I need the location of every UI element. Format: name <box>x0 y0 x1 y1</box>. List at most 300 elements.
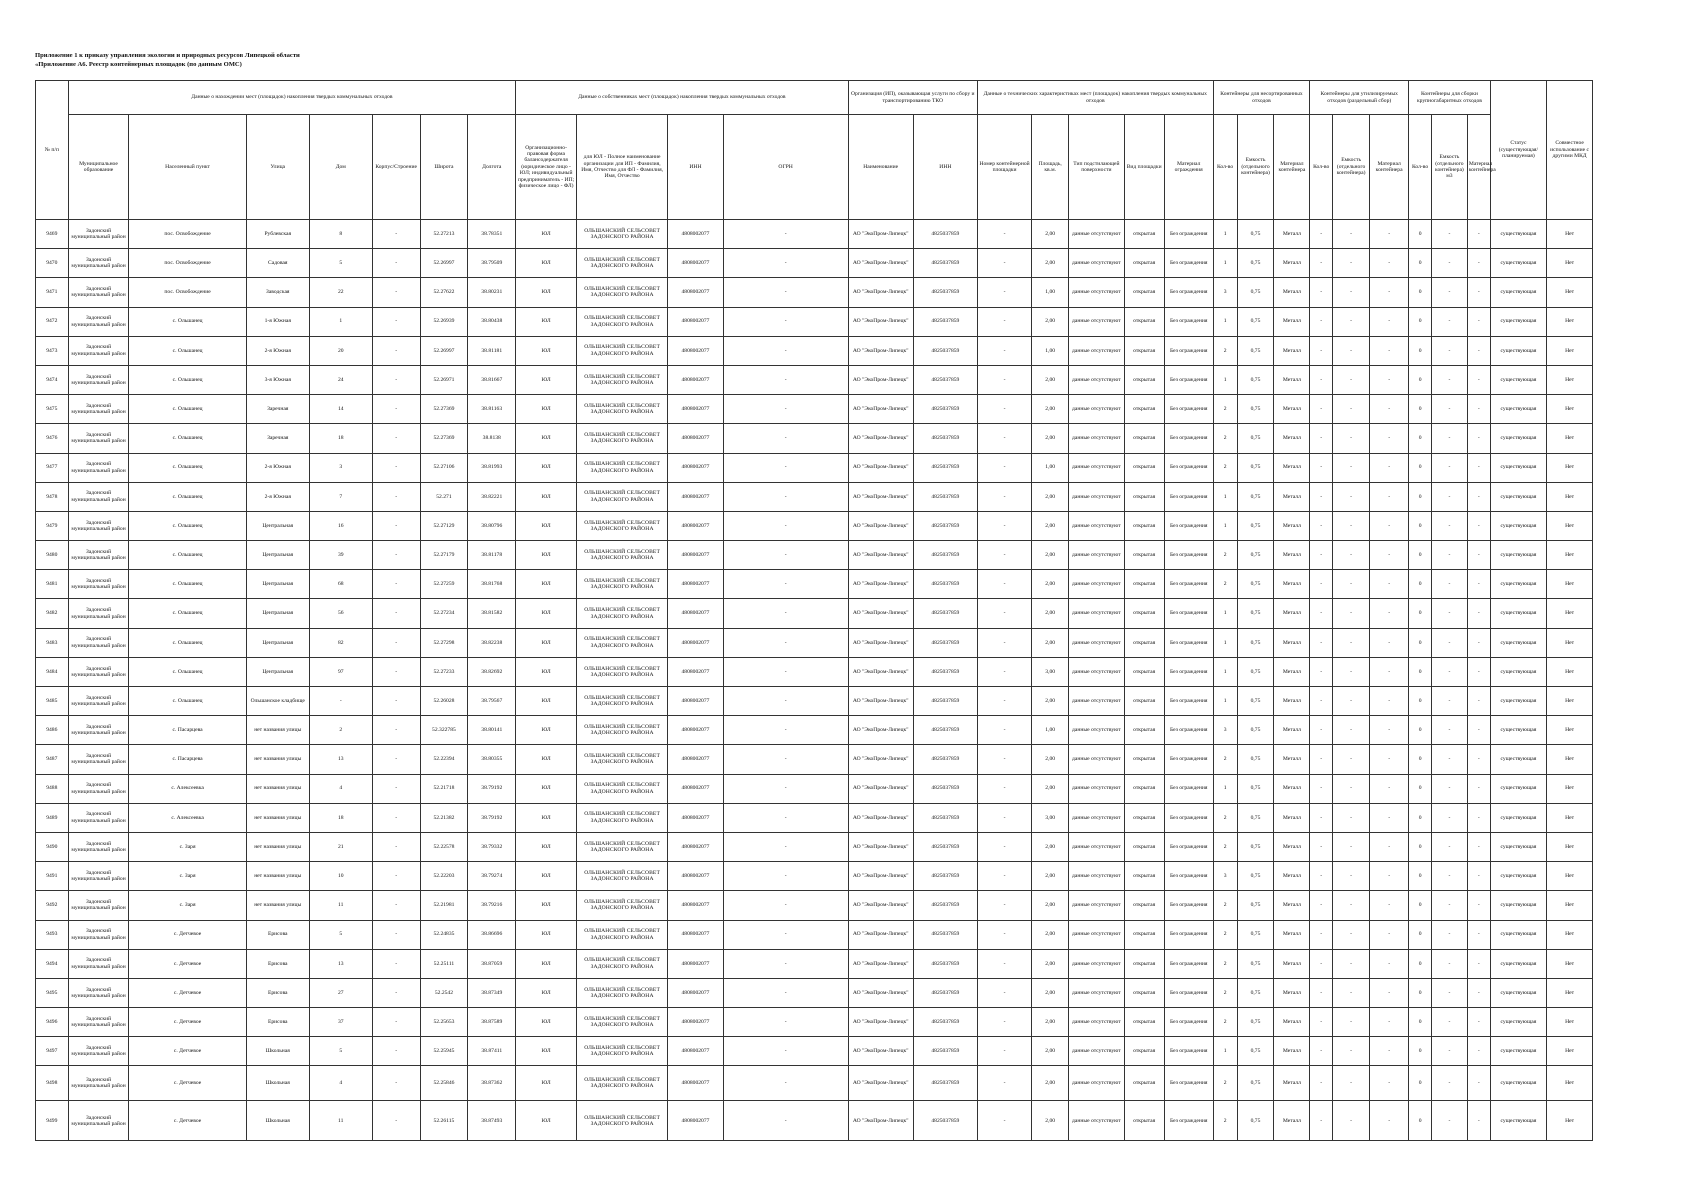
row-number-cell: 9484 <box>36 657 69 686</box>
owner-name-cell: ОЛЬШАНСКИЙ СЕЛЬСОВЕТ ЗАДОНСКОГО РАЙОНА <box>577 1066 668 1101</box>
fence-cell: Без ограждения <box>1164 599 1213 628</box>
qty1-cell: 1 <box>1213 307 1237 336</box>
mat1-cell: Металл <box>1274 570 1310 599</box>
col-mat2-header: Материал контейнера <box>1370 115 1409 220</box>
qty3-cell: 0 <box>1409 541 1432 570</box>
group-location-header: Данные о нахождении мест (площадок) накопления твердых коммунальных отходов <box>68 81 516 115</box>
inn-cell: 4808002077 <box>668 1008 723 1037</box>
latitude-cell: 52.27106 <box>420 453 468 482</box>
street-cell: нет названия улицы <box>246 745 309 774</box>
ogrn-cell: - <box>723 774 848 803</box>
surface-cell: данные отсутствуют <box>1069 920 1124 949</box>
fence-cell: Без ограждения <box>1164 1066 1213 1101</box>
inn-cell: 4808002077 <box>668 395 723 424</box>
qty3-cell: 0 <box>1409 249 1432 278</box>
site-type-cell: открытая <box>1124 628 1164 657</box>
table-row <box>36 453 1593 482</box>
inn-cell: 4808002077 <box>668 862 723 891</box>
cap2-cell: - <box>1333 599 1370 628</box>
mat2-cell: - <box>1370 716 1409 745</box>
col-qty1-header: Кол-во <box>1213 115 1237 220</box>
area-cell: 2,00 <box>1032 307 1069 336</box>
owner-name-cell: ОЛЬШАНСКИЙ СЕЛЬСОВЕТ ЗАДОНСКОГО РАЙОНА <box>577 657 668 686</box>
house-cell: 39 <box>309 541 372 570</box>
cap3-cell: - <box>1432 511 1468 540</box>
cap3-cell: - <box>1432 541 1468 570</box>
area-cell: 1,00 <box>1032 336 1069 365</box>
legal-form-cell: ЮЛ <box>516 482 577 511</box>
qty3-cell: 0 <box>1409 511 1432 540</box>
mat2-cell: - <box>1370 862 1409 891</box>
row-number-cell: 9469 <box>36 220 69 249</box>
latitude-cell: 52.2542 <box>420 978 468 1007</box>
site-number-cell: - <box>977 570 1031 599</box>
owner-name-cell: ОЛЬШАНСКИЙ СЕЛЬСОВЕТ ЗАДОНСКОГО РАЙОНА <box>577 891 668 920</box>
site-type-cell: открытая <box>1124 1037 1164 1066</box>
shared-cell: Нет <box>1547 803 1593 832</box>
row-number-cell: 9498 <box>36 1066 69 1101</box>
settlement-cell: с. Детчевое <box>129 1008 246 1037</box>
street-cell: нет названия улицы <box>246 891 309 920</box>
site-type-cell: открытая <box>1124 453 1164 482</box>
latitude-cell: 52.26971 <box>420 365 468 394</box>
status-cell: существующая <box>1490 891 1546 920</box>
street-cell: 2-я Южная <box>246 336 309 365</box>
qty3-cell: 0 <box>1409 920 1432 949</box>
operator-inn-cell: 4825037859 <box>913 687 977 716</box>
settlement-cell: с. Ольшанец <box>129 511 246 540</box>
surface-cell: данные отсутствуют <box>1069 278 1124 307</box>
mat1-cell: Металл <box>1274 891 1310 920</box>
house-cell: 2 <box>309 716 372 745</box>
mat3-cell: - <box>1467 1008 1490 1037</box>
mat1-cell: Металл <box>1274 278 1310 307</box>
legal-form-cell: ЮЛ <box>516 1008 577 1037</box>
cap3-cell: - <box>1432 803 1468 832</box>
qty3-cell: 0 <box>1409 862 1432 891</box>
table-row <box>36 1037 1593 1066</box>
qty2-cell: - <box>1310 803 1333 832</box>
house-cell: 5 <box>309 920 372 949</box>
municipality-cell: Задонский муниципальный район <box>68 891 129 920</box>
table-row <box>36 249 1593 278</box>
legal-form-cell: ЮЛ <box>516 220 577 249</box>
qty1-cell: 1 <box>1213 249 1237 278</box>
fence-cell: Без ограждения <box>1164 249 1213 278</box>
owner-name-cell: ОЛЬШАНСКИЙ СЕЛЬСОВЕТ ЗАДОНСКОГО РАЙОНА <box>577 628 668 657</box>
site-type-cell: открытая <box>1124 891 1164 920</box>
ogrn-cell: - <box>723 599 848 628</box>
group-unsorted-containers-header: Контейнеры для несортированных отходов <box>1213 81 1310 115</box>
house-cell: 37 <box>309 1008 372 1037</box>
operator-name-cell: АО "ЭкоПром-Липецк" <box>848 220 913 249</box>
inn-cell: 4808002077 <box>668 1066 723 1101</box>
table-row <box>36 949 1593 978</box>
operator-inn-cell: 4825037859 <box>913 1037 977 1066</box>
ogrn-cell: - <box>723 920 848 949</box>
longitude-cell: 38.79192 <box>468 803 516 832</box>
col-settlement-header: Населенный пункт <box>129 115 246 220</box>
operator-inn-cell: 4825037859 <box>913 599 977 628</box>
owner-name-cell: ОЛЬШАНСКИЙ СЕЛЬСОВЕТ ЗАДОНСКОГО РАЙОНА <box>577 541 668 570</box>
fence-cell: Без ограждения <box>1164 862 1213 891</box>
municipality-cell: Задонский муниципальный район <box>68 511 129 540</box>
cap3-cell: - <box>1432 628 1468 657</box>
cap1-cell: 0,75 <box>1237 424 1274 453</box>
col-fence-header: Материал ограждения <box>1164 115 1213 220</box>
inn-cell: 4808002077 <box>668 336 723 365</box>
area-cell: 1,00 <box>1032 278 1069 307</box>
cap2-cell: - <box>1333 862 1370 891</box>
mat2-cell: - <box>1370 278 1409 307</box>
qty3-cell: 0 <box>1409 453 1432 482</box>
table-row <box>36 1101 1593 1141</box>
col-cap2-header: Емкость (отдельного контейнера) <box>1333 115 1370 220</box>
site-number-cell: - <box>977 978 1031 1007</box>
municipality-cell: Задонский муниципальный район <box>68 336 129 365</box>
mat3-cell: - <box>1467 249 1490 278</box>
table-row <box>36 307 1593 336</box>
table-row <box>36 278 1593 307</box>
site-number-cell: - <box>977 949 1031 978</box>
shared-cell: Нет <box>1547 541 1593 570</box>
cap3-cell: - <box>1432 1066 1468 1101</box>
latitude-cell: 52.21718 <box>420 774 468 803</box>
ogrn-cell: - <box>723 803 848 832</box>
qty2-cell: - <box>1310 1066 1333 1101</box>
municipality-cell: Задонский муниципальный район <box>68 453 129 482</box>
shared-cell: Нет <box>1547 278 1593 307</box>
site-type-cell: открытая <box>1124 862 1164 891</box>
inn-cell: 4808002077 <box>668 278 723 307</box>
building-cell: - <box>372 365 420 394</box>
mat1-cell: Металл <box>1274 949 1310 978</box>
latitude-cell: 52.27259 <box>420 570 468 599</box>
ogrn-cell: - <box>723 1037 848 1066</box>
cap1-cell: 0,75 <box>1237 1066 1274 1101</box>
fence-cell: Без ограждения <box>1164 511 1213 540</box>
latitude-cell: 52.22578 <box>420 832 468 861</box>
qty2-cell: - <box>1310 278 1333 307</box>
building-cell: - <box>372 628 420 657</box>
legal-form-cell: ЮЛ <box>516 249 577 278</box>
status-cell: существующая <box>1490 920 1546 949</box>
municipality-cell: Задонский муниципальный район <box>68 395 129 424</box>
row-number-cell: 9475 <box>36 395 69 424</box>
shared-cell: Нет <box>1547 365 1593 394</box>
cap3-cell: - <box>1432 1101 1468 1141</box>
municipality-cell: Задонский муниципальный район <box>68 1066 129 1101</box>
operator-name-cell: АО "ЭкоПром-Липецк" <box>848 628 913 657</box>
site-type-cell: открытая <box>1124 920 1164 949</box>
mat1-cell: Металл <box>1274 628 1310 657</box>
row-number-cell: 9471 <box>36 278 69 307</box>
table-row <box>36 424 1593 453</box>
qty2-cell: - <box>1310 949 1333 978</box>
area-cell: 2,00 <box>1032 570 1069 599</box>
col-legal-form-header: Организационно-правовая форма балансодержателя (юридическое лицо - ЮЛ; индивидуальный предприниматель - ИП; физическое лицо - ФЛ) <box>516 115 577 220</box>
fence-cell: Без ограждения <box>1164 628 1213 657</box>
cap2-cell: - <box>1333 278 1370 307</box>
qty2-cell: - <box>1310 570 1333 599</box>
area-cell: 1,00 <box>1032 716 1069 745</box>
owner-name-cell: ОЛЬШАНСКИЙ СЕЛЬСОВЕТ ЗАДОНСКОГО РАЙОНА <box>577 249 668 278</box>
cap1-cell: 0,75 <box>1237 628 1274 657</box>
mat3-cell: - <box>1467 949 1490 978</box>
latitude-cell: 52.25945 <box>420 1037 468 1066</box>
mat3-cell: - <box>1467 482 1490 511</box>
cap1-cell: 0,75 <box>1237 599 1274 628</box>
operator-name-cell: АО "ЭкоПром-Липецк" <box>848 949 913 978</box>
building-cell: - <box>372 424 420 453</box>
fence-cell: Без ограждения <box>1164 336 1213 365</box>
municipality-cell: Задонский муниципальный район <box>68 949 129 978</box>
qty3-cell: 0 <box>1409 336 1432 365</box>
status-cell: существующая <box>1490 307 1546 336</box>
fence-cell: Без ограждения <box>1164 832 1213 861</box>
status-cell: существующая <box>1490 570 1546 599</box>
cap3-cell: - <box>1432 1037 1468 1066</box>
surface-cell: данные отсутствуют <box>1069 395 1124 424</box>
row-number-cell: 9477 <box>36 453 69 482</box>
qty1-cell: 3 <box>1213 278 1237 307</box>
street-cell: Ерисова <box>246 1008 309 1037</box>
municipality-cell: Задонский муниципальный район <box>68 365 129 394</box>
ogrn-cell: - <box>723 1066 848 1101</box>
mat2-cell: - <box>1370 453 1409 482</box>
mat3-cell: - <box>1467 511 1490 540</box>
mat1-cell: Металл <box>1274 1101 1310 1141</box>
building-cell: - <box>372 657 420 686</box>
mat1-cell: Металл <box>1274 307 1310 336</box>
legal-form-cell: ЮЛ <box>516 687 577 716</box>
owner-name-cell: ОЛЬШАНСКИЙ СЕЛЬСОВЕТ ЗАДОНСКОГО РАЙОНА <box>577 1008 668 1037</box>
legal-form-cell: ЮЛ <box>516 774 577 803</box>
qty2-cell: - <box>1310 891 1333 920</box>
municipality-cell: Задонский муниципальный район <box>68 1037 129 1066</box>
col-surface-header: Тип подстилающей поверхности <box>1069 115 1124 220</box>
settlement-cell: с. Пасарцева <box>129 745 246 774</box>
site-type-cell: открытая <box>1124 249 1164 278</box>
street-cell: Центральная <box>246 570 309 599</box>
shared-cell: Нет <box>1547 657 1593 686</box>
longitude-cell: 38.87362 <box>468 1066 516 1101</box>
shared-cell: Нет <box>1547 745 1593 774</box>
operator-inn-cell: 4825037859 <box>913 307 977 336</box>
house-cell: 21 <box>309 832 372 861</box>
owner-name-cell: ОЛЬШАНСКИЙ СЕЛЬСОВЕТ ЗАДОНСКОГО РАЙОНА <box>577 803 668 832</box>
street-cell: Школьная <box>246 1037 309 1066</box>
mat1-cell: Металл <box>1274 657 1310 686</box>
municipality-cell: Задонский муниципальный район <box>68 278 129 307</box>
surface-cell: данные отсутствуют <box>1069 745 1124 774</box>
mat2-cell: - <box>1370 687 1409 716</box>
ogrn-cell: - <box>723 570 848 599</box>
cap2-cell: - <box>1333 307 1370 336</box>
inn-cell: 4808002077 <box>668 657 723 686</box>
cap1-cell: 0,75 <box>1237 336 1274 365</box>
street-cell: нет названия улицы <box>246 803 309 832</box>
fence-cell: Без ограждения <box>1164 1008 1213 1037</box>
building-cell: - <box>372 541 420 570</box>
latitude-cell: 52.21382 <box>420 803 468 832</box>
fence-cell: Без ограждения <box>1164 424 1213 453</box>
mat2-cell: - <box>1370 220 1409 249</box>
row-number-cell: 9481 <box>36 570 69 599</box>
row-number-cell: 9470 <box>36 249 69 278</box>
mat2-cell: - <box>1370 1008 1409 1037</box>
cap1-cell: 0,75 <box>1237 1037 1274 1066</box>
street-cell: Заводская <box>246 278 309 307</box>
fence-cell: Без ограждения <box>1164 307 1213 336</box>
mat2-cell: - <box>1370 511 1409 540</box>
site-type-cell: открытая <box>1124 570 1164 599</box>
cap1-cell: 0,75 <box>1237 920 1274 949</box>
mat3-cell: - <box>1467 453 1490 482</box>
operator-name-cell: АО "ЭкоПром-Липецк" <box>848 278 913 307</box>
settlement-cell: с. Ольшанец <box>129 453 246 482</box>
table-row <box>36 891 1593 920</box>
street-cell: Школьная <box>246 1101 309 1141</box>
operator-inn-cell: 4825037859 <box>913 249 977 278</box>
fence-cell: Без ограждения <box>1164 978 1213 1007</box>
fence-cell: Без ограждения <box>1164 541 1213 570</box>
row-number-cell: 9474 <box>36 365 69 394</box>
house-cell: 3 <box>309 453 372 482</box>
inn-cell: 4808002077 <box>668 978 723 1007</box>
cap1-cell: 0,75 <box>1237 482 1274 511</box>
table-row <box>36 365 1593 394</box>
settlement-cell: с. Пасарцева <box>129 716 246 745</box>
qty1-cell: 2 <box>1213 453 1237 482</box>
qty1-cell: 1 <box>1213 687 1237 716</box>
row-number-cell: 9479 <box>36 511 69 540</box>
legal-form-cell: ЮЛ <box>516 716 577 745</box>
status-cell: существующая <box>1490 453 1546 482</box>
longitude-cell: 38.79274 <box>468 862 516 891</box>
municipality-cell: Задонский муниципальный район <box>68 570 129 599</box>
municipality-cell: Задонский муниципальный район <box>68 774 129 803</box>
qty2-cell: - <box>1310 365 1333 394</box>
site-number-cell: - <box>977 453 1031 482</box>
settlement-cell: с. Ольшанец <box>129 395 246 424</box>
street-cell: 2-я Южная <box>246 453 309 482</box>
site-type-cell: открытая <box>1124 220 1164 249</box>
cap3-cell: - <box>1432 365 1468 394</box>
qty2-cell: - <box>1310 307 1333 336</box>
qty3-cell: 0 <box>1409 570 1432 599</box>
site-type-cell: открытая <box>1124 745 1164 774</box>
building-cell: - <box>372 1008 420 1037</box>
legal-form-cell: ЮЛ <box>516 1066 577 1101</box>
legal-form-cell: ЮЛ <box>516 278 577 307</box>
row-number-cell: 9473 <box>36 336 69 365</box>
mat1-cell: Металл <box>1274 541 1310 570</box>
area-cell: 2,00 <box>1032 599 1069 628</box>
operator-name-cell: АО "ЭкоПром-Липецк" <box>848 599 913 628</box>
document-title-line2: «Приложение А6. Реестр контейнерных площадок (по данным ОМС) <box>35 61 242 68</box>
settlement-cell: пос. Освобождение <box>129 220 246 249</box>
operator-name-cell: АО "ЭкоПром-Липецк" <box>848 716 913 745</box>
house-cell: 20 <box>309 336 372 365</box>
row-number-cell: 9491 <box>36 862 69 891</box>
operator-name-cell: АО "ЭкоПром-Липецк" <box>848 891 913 920</box>
longitude-cell: 38.81181 <box>468 336 516 365</box>
area-cell: 2,00 <box>1032 978 1069 1007</box>
legal-form-cell: ЮЛ <box>516 453 577 482</box>
col-owner-name-header: для ЮЛ - Полное наименование организации для ИП - Фамилия, Имя, Отчество для ФЛ - Фамилия, Имя, Отчество <box>577 115 668 220</box>
status-cell: существующая <box>1490 541 1546 570</box>
building-cell: - <box>372 862 420 891</box>
house-cell: 16 <box>309 511 372 540</box>
row-number-cell: 9490 <box>36 832 69 861</box>
inn-cell: 4808002077 <box>668 716 723 745</box>
owner-name-cell: ОЛЬШАНСКИЙ СЕЛЬСОВЕТ ЗАДОНСКОГО РАЙОНА <box>577 978 668 1007</box>
operator-name-cell: АО "ЭкоПром-Липецк" <box>848 803 913 832</box>
col-mat1-header: Материал контейнера <box>1274 115 1310 220</box>
municipality-cell: Задонский муниципальный район <box>68 832 129 861</box>
fence-cell: Без ограждения <box>1164 395 1213 424</box>
area-cell: 3,00 <box>1032 803 1069 832</box>
site-number-cell: - <box>977 365 1031 394</box>
ogrn-cell: - <box>723 716 848 745</box>
longitude-cell: 38.79192 <box>468 774 516 803</box>
latitude-cell: 52.26939 <box>420 307 468 336</box>
col-qty3-header: Кол-во <box>1409 115 1432 220</box>
qty2-cell: - <box>1310 920 1333 949</box>
cap2-cell: - <box>1333 424 1370 453</box>
fence-cell: Без ограждения <box>1164 278 1213 307</box>
cap3-cell: - <box>1432 599 1468 628</box>
building-cell: - <box>372 307 420 336</box>
fence-cell: Без ограждения <box>1164 803 1213 832</box>
shared-cell: Нет <box>1547 949 1593 978</box>
qty2-cell: - <box>1310 628 1333 657</box>
area-cell: 2,00 <box>1032 891 1069 920</box>
status-cell: существующая <box>1490 599 1546 628</box>
building-cell: - <box>372 832 420 861</box>
col-mat3-header: Материал контейнера <box>1467 115 1490 220</box>
mat1-cell: Металл <box>1274 511 1310 540</box>
house-cell: 11 <box>309 891 372 920</box>
building-cell: - <box>372 336 420 365</box>
table-row <box>36 862 1593 891</box>
cap3-cell: - <box>1432 832 1468 861</box>
ogrn-cell: - <box>723 511 848 540</box>
cap1-cell: 0,75 <box>1237 511 1274 540</box>
building-cell: - <box>372 774 420 803</box>
mat1-cell: Металл <box>1274 774 1310 803</box>
ogrn-cell: - <box>723 541 848 570</box>
qty3-cell: 0 <box>1409 307 1432 336</box>
status-cell: существующая <box>1490 395 1546 424</box>
mat1-cell: Металл <box>1274 424 1310 453</box>
group-bulky-containers-header: Контейнеры для сборки крупногабаритных отходов <box>1409 81 1490 115</box>
site-type-cell: открытая <box>1124 395 1164 424</box>
owner-name-cell: ОЛЬШАНСКИЙ СЕЛЬСОВЕТ ЗАДОНСКОГО РАЙОНА <box>577 1101 668 1141</box>
cap3-cell: - <box>1432 307 1468 336</box>
cap1-cell: 0,75 <box>1237 832 1274 861</box>
owner-name-cell: ОЛЬШАНСКИЙ СЕЛЬСОВЕТ ЗАДОНСКОГО РАЙОНА <box>577 832 668 861</box>
site-type-cell: открытая <box>1124 774 1164 803</box>
building-cell: - <box>372 570 420 599</box>
mat1-cell: Металл <box>1274 453 1310 482</box>
ogrn-cell: - <box>723 1101 848 1141</box>
longitude-cell: 38.87589 <box>468 1008 516 1037</box>
mat2-cell: - <box>1370 424 1409 453</box>
qty2-cell: - <box>1310 336 1333 365</box>
mat1-cell: Металл <box>1274 978 1310 1007</box>
